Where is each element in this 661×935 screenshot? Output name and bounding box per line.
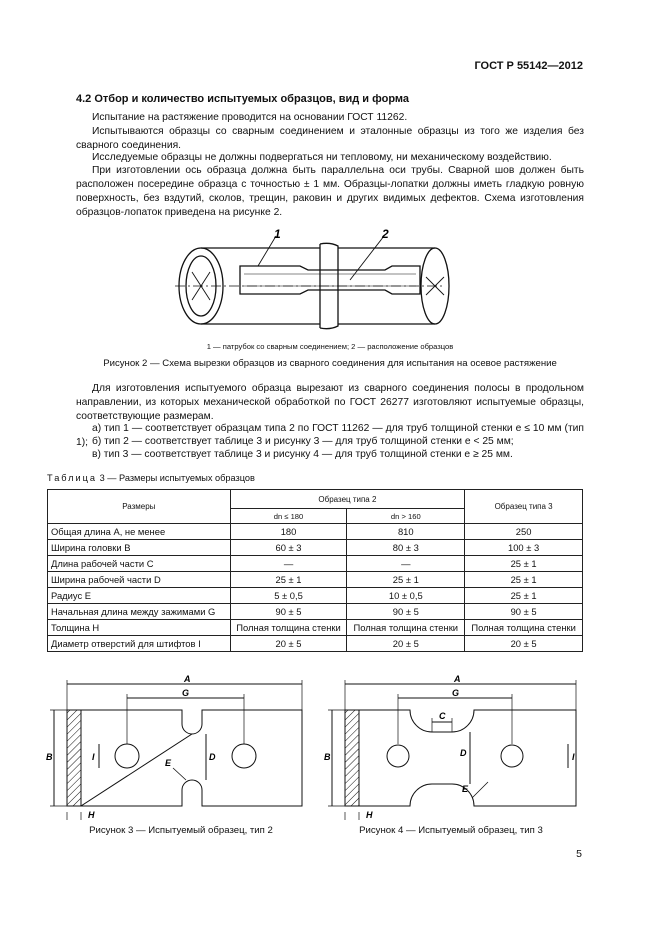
dimensions-table <box>47 489 583 652</box>
cell: 810 <box>347 524 465 540</box>
figure3-caption: Рисунок 3 — Испытуемый образец, тип 2 <box>89 825 273 836</box>
list-item-c: в) тип 3 — соответствует таблице 3 и рисунку 4 — для труб толщиной стенки e ≥ 25 мм. <box>92 449 513 460</box>
subheader-2: dn > 160 <box>347 509 465 524</box>
row-name: Толщина H <box>48 620 231 636</box>
row-name: Ширина головки B <box>48 540 231 556</box>
dim-G: G <box>452 688 460 698</box>
cell: 20 ± 5 <box>465 636 583 652</box>
list-item-b: б) тип 2 — соответствует таблице 3 и рисунку 3 — для труб толщиной стенки e < 25 мм; <box>92 436 514 447</box>
row-name: Диаметр отверстий для штифтов I <box>48 636 231 652</box>
callout-1: 1 <box>274 227 281 241</box>
paragraph-3: Исследуемые образцы не должны подвергаться ни тепловому, ни механическому воздействию. <box>92 152 552 163</box>
header-type2: Образец типа 2 <box>230 490 465 509</box>
table-row <box>48 620 583 636</box>
cell: — <box>347 556 465 572</box>
cell: Полная толщина стенки <box>230 620 347 636</box>
dim-D: D <box>460 748 467 758</box>
callout-2: 2 <box>382 227 389 241</box>
row-name: Радиус E <box>48 588 231 604</box>
paragraph-1: Испытание на растяжение проводится на основании ГОСТ 11262. <box>92 112 408 123</box>
table-row <box>48 524 583 540</box>
cell: 25 ± 1 <box>465 572 583 588</box>
dim-A: A <box>184 674 191 684</box>
dim-B: B <box>46 752 53 762</box>
table-row <box>48 540 583 556</box>
pipe-cutting-diagram <box>170 222 470 337</box>
cell: 10 ± 0,5 <box>347 588 465 604</box>
dim-I: I <box>572 752 575 762</box>
cell: 20 ± 5 <box>230 636 347 652</box>
cell: — <box>230 556 347 572</box>
dim-D: D <box>209 752 216 762</box>
cell: 25 ± 1 <box>465 556 583 572</box>
row-name: Общая длина A, не менее <box>48 524 231 540</box>
cell: 90 ± 5 <box>230 604 347 620</box>
paragraph-4: При изготовлении ось образца должна быть параллельна оси трубы. Сварной шов должен быть расположен посередине образца с точностью ± 1 мм. Образцы-лопатки должны иметь гладкую ровную поверхность, без вздутий, сколов, трещин, раковин и других видимых дефектов. Схема изготовления образцов-лопаток приведена на рисунке 2. <box>76 165 584 218</box>
standard-header: ГОСТ Р 55142—2012 <box>474 60 583 72</box>
cell: 250 <box>465 524 583 540</box>
cell: 25 ± 1 <box>465 588 583 604</box>
cell: Полная толщина стенки <box>347 620 465 636</box>
page-number: 5 <box>576 848 582 860</box>
paragraph-5: Для изготовления испытуемого образца вырезают из сварного соединения полосы в продольном направлении, из которых механической обработкой по ГОСТ 26277 изготовляют испытуемые образцы, соответствующие размерам. <box>76 383 584 422</box>
row-name: Длина рабочей части C <box>48 556 231 572</box>
figure2-caption: Рисунок 2 — Схема вырезки образцов из сварного соединения для испытания на осевое растяжение <box>103 358 557 369</box>
header-params: Размеры <box>48 490 231 524</box>
cell: 100 ± 3 <box>465 540 583 556</box>
cell: 25 ± 1 <box>230 572 347 588</box>
cell: 90 ± 5 <box>347 604 465 620</box>
table-caption-text: 3 — Размеры испытуемых образцов <box>99 473 255 483</box>
cell: Полная толщина стенки <box>465 620 583 636</box>
row-name: Ширина рабочей части D <box>48 572 231 588</box>
paragraph-2: Испытываются образцы со сварным соединением и эталонные образцы из того же изделия без сварного соединения. <box>76 126 584 151</box>
dim-E: E <box>165 758 172 768</box>
dim-I: I <box>92 752 95 762</box>
section-title: 4.2 Отбор и количество испытуемых образцов, вид и форма <box>76 93 410 105</box>
dim-C: C <box>439 711 446 721</box>
specimen-type3-drawing <box>322 672 592 820</box>
dim-G: G <box>182 688 190 698</box>
row-name: Начальная длина между зажимами G <box>48 604 231 620</box>
table-caption <box>47 473 255 483</box>
table-row <box>48 556 583 572</box>
cell: 80 ± 3 <box>347 540 465 556</box>
table-row <box>48 636 583 652</box>
dim-H: H <box>88 810 95 820</box>
dim-B: B <box>324 752 331 762</box>
figure2-legend: 1 — патрубок со сварным соединением; 2 — расположение образцов <box>206 342 454 351</box>
subheader-1: dn ≤ 180 <box>230 509 347 524</box>
figure4-caption: Рисунок 4 — Испытуемый образец, тип 3 <box>359 825 543 836</box>
cell: 90 ± 5 <box>465 604 583 620</box>
cell: 180 <box>230 524 347 540</box>
table-row <box>48 588 583 604</box>
table-row <box>48 604 583 620</box>
list-item-a: а) тип 1 — соответствует образцам типа 2 по ГОСТ 11262 — для труб толщиной стенки e ≤ 10 мм (тип 1); <box>76 423 584 448</box>
cell: 20 ± 5 <box>347 636 465 652</box>
dim-E: E <box>462 784 469 794</box>
dim-H: H <box>366 810 373 820</box>
dim-A: A <box>454 674 461 684</box>
specimen-type2-drawing <box>44 672 314 820</box>
cell: 5 ± 0,5 <box>230 588 347 604</box>
table-caption-prefix: Таблица <box>47 473 98 483</box>
cell: 60 ± 3 <box>230 540 347 556</box>
cell: 25 ± 1 <box>347 572 465 588</box>
header-type3: Образец типа 3 <box>465 490 583 524</box>
table-row <box>48 572 583 588</box>
